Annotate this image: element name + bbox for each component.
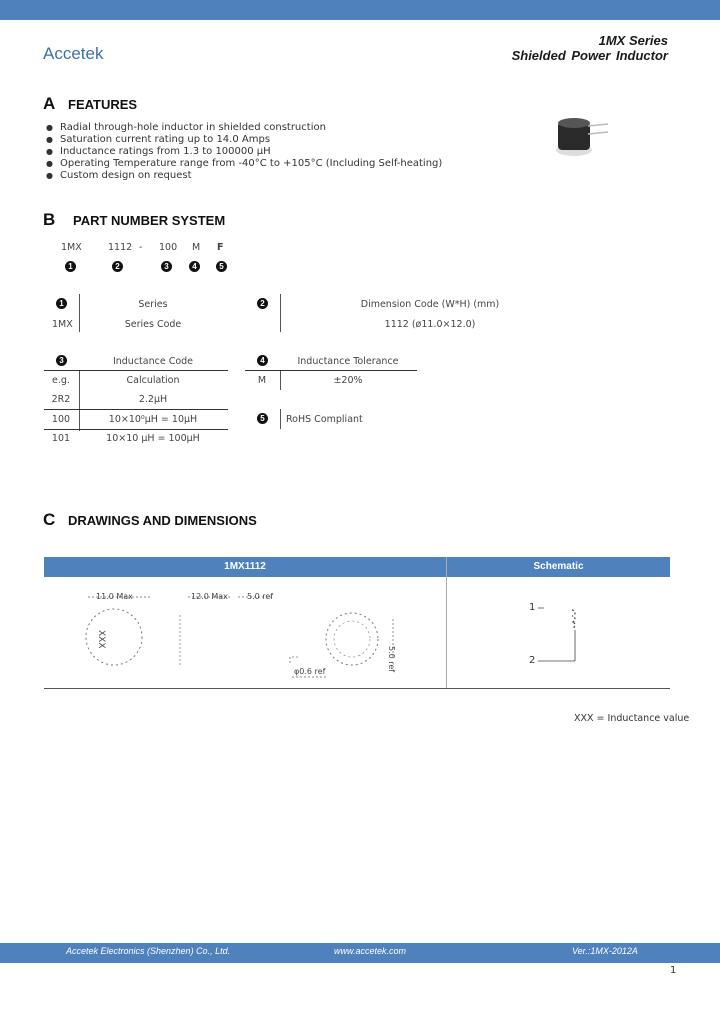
drawing-table-head: 1MX1112 <box>44 557 446 577</box>
feature-item: ● Inductance ratings from 1.3 to 100000 μH <box>46 146 442 158</box>
section-c-title: DRAWINGS AND DIMENSIONS <box>68 513 257 528</box>
feature-item: ● Saturation current rating up to 14.0 Amps <box>46 134 442 146</box>
tolerance-value: ±20% <box>333 375 363 386</box>
marker-1: 1 <box>65 261 76 272</box>
code-dash: - <box>139 242 143 253</box>
feature-item: ● Radial through-hole inductor in shielded construction <box>46 122 442 134</box>
dim-width-label: 11.0 Max <box>96 592 133 601</box>
marking-label: XXX <box>96 630 106 649</box>
inductance-code: e.g. <box>52 375 70 386</box>
section-a-title: FEATURES <box>68 97 138 112</box>
dimension-marker: 2 <box>257 298 268 309</box>
code-rohs: F <box>217 242 224 253</box>
dim-height-label: 12.0 Max <box>191 592 228 601</box>
dim-spacing-label: 5.0 ref <box>387 646 396 673</box>
code-inductance: 100 <box>159 242 178 253</box>
dimension-head: Dimension Code (W*H) (mm) <box>360 299 500 310</box>
dim-pin-label: φ0.6 ref <box>294 667 326 676</box>
inductor-symbol <box>538 600 588 665</box>
inductance-code: 2R2 <box>51 394 71 405</box>
inductance-value: 2.2μH <box>138 394 168 405</box>
section-b-title: PART NUMBER SYSTEM <box>73 213 226 228</box>
page-number: 1 <box>670 965 677 976</box>
dimension-desc: 1112 (ø11.0×12.0) <box>384 319 476 330</box>
series-marker: 1 <box>56 298 67 309</box>
inductance-head: Inductance Code <box>112 356 194 367</box>
inductance-code: 101 <box>51 433 71 444</box>
schematic-table-head: Schematic <box>447 557 670 577</box>
inductance-value: 10×10⁰μH = 10μH <box>108 414 198 425</box>
inductance-value: 10×10 μH = 100μH <box>106 433 200 444</box>
marker-3: 3 <box>161 261 172 272</box>
product-subtitle: Shielded Power Inductor <box>511 48 668 63</box>
footer-website[interactable]: www.accetek.com <box>334 946 407 956</box>
rohs-desc: RoHS Compliant <box>286 414 363 425</box>
inductance-value: Calculation <box>126 375 180 386</box>
feature-item: ● Operating Temperature range from -40°C to +105°C (Including Self-heating) <box>46 158 442 170</box>
schematic-pin-1: 1 <box>529 602 536 613</box>
footer-company: Accetek Electronics (Shenzhen) Co., Ltd. <box>66 946 231 956</box>
marker-4: 4 <box>189 261 200 272</box>
tolerance-marker: 4 <box>257 355 268 366</box>
marker-2: 2 <box>112 261 123 272</box>
series-code: 1MX <box>52 319 73 330</box>
inductance-code: 100 <box>51 414 71 425</box>
marker-5: 5 <box>216 261 227 272</box>
tolerance-code: M <box>257 375 267 386</box>
top-bar <box>0 0 720 20</box>
code-tolerance: M <box>192 242 201 253</box>
section-a-letter: A <box>43 94 56 113</box>
brand-logo: Accetek <box>43 44 104 63</box>
product-photo <box>548 112 618 162</box>
section-b-letter: B <box>43 210 56 229</box>
inductance-marker: 3 <box>56 355 67 366</box>
code-series: 1MX <box>61 242 82 253</box>
tolerance-head: Inductance Tolerance <box>297 356 399 367</box>
series-head: Series <box>138 299 168 310</box>
series-title: 1MX Series <box>598 33 668 48</box>
dim-ref-label: 5.0 ref <box>247 592 274 601</box>
schematic-pin-2: 2 <box>529 655 536 666</box>
feature-item: ● Custom design on request <box>46 170 442 182</box>
section-c-letter: C <box>43 510 56 529</box>
rohs-marker: 5 <box>257 413 268 424</box>
series-desc: Series Code <box>124 319 182 330</box>
marking-note: XXX = Inductance value <box>574 713 690 724</box>
code-dimension: 1112 <box>108 242 133 253</box>
features-list <box>46 122 442 182</box>
footer-version: Ver.:1MX-2012A <box>572 946 638 956</box>
